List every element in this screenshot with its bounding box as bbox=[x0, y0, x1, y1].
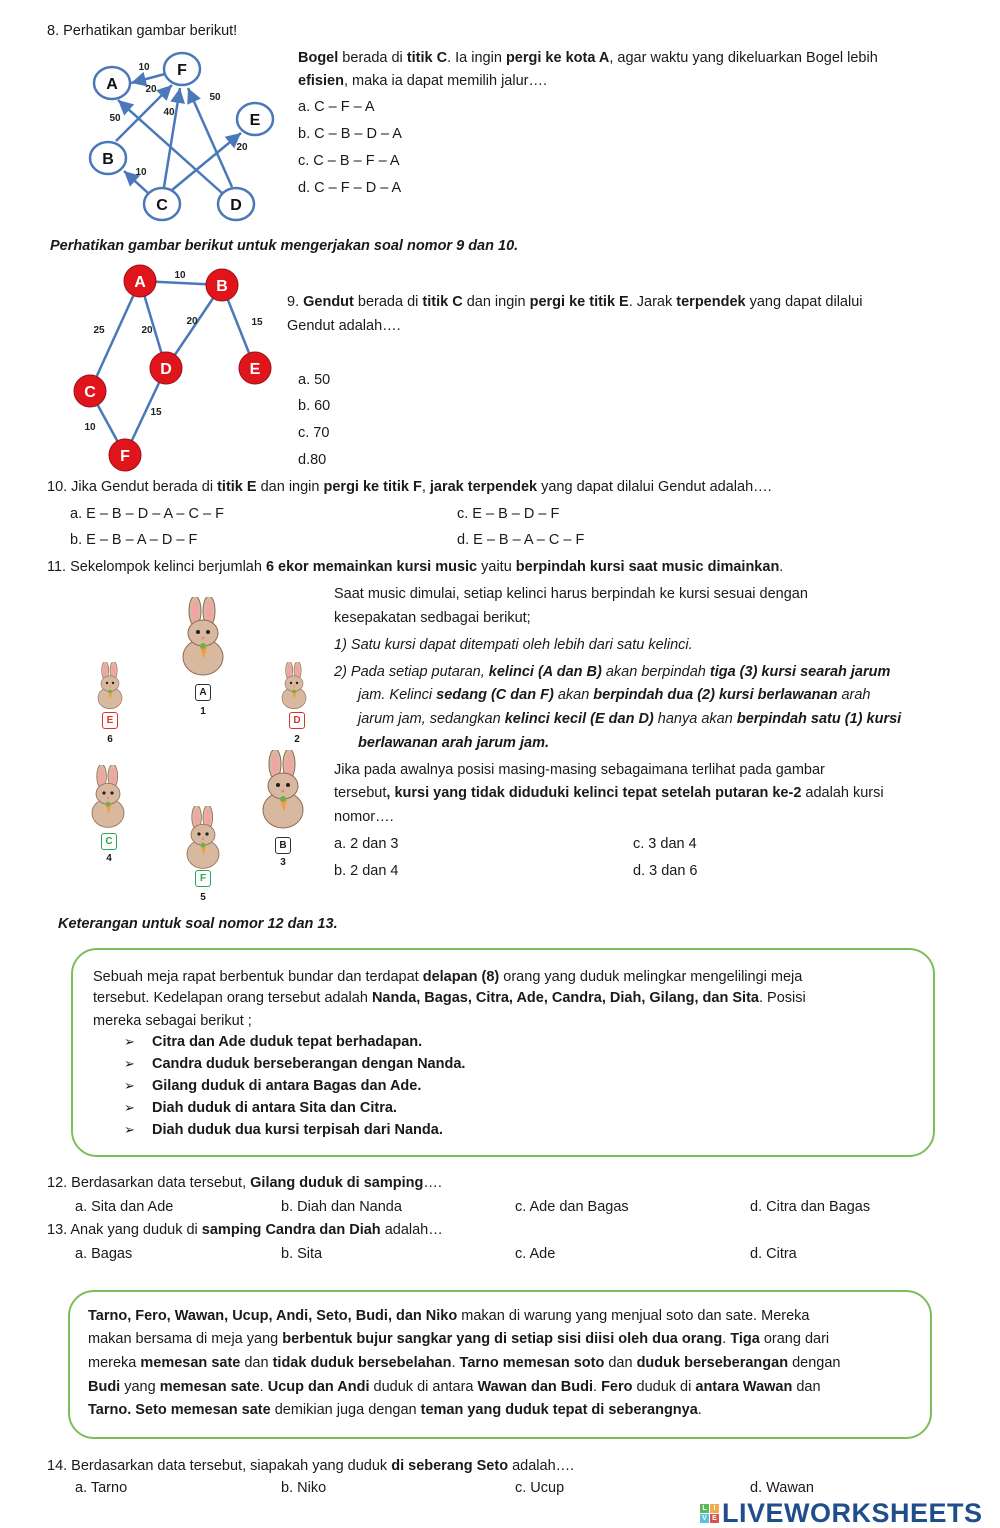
weight-a-d: 20 bbox=[141, 325, 153, 336]
weight-d-f: 50 bbox=[209, 92, 221, 103]
q11-option-a[interactable]: a. 2 dan 3 bbox=[334, 836, 399, 852]
text-run: 12. Berdasarkan data tersebut, bbox=[47, 1175, 251, 1191]
text-run: Bogel bbox=[298, 50, 339, 66]
text-run: dan ingin bbox=[462, 294, 530, 310]
rabbit-label: C bbox=[101, 833, 117, 850]
text-run: titik C bbox=[406, 50, 448, 66]
seat-number: 6 bbox=[107, 734, 113, 745]
q11-rule-line bbox=[358, 685, 871, 705]
text-run: yang dapat dilalui Gendut adalah…. bbox=[537, 479, 772, 495]
edge-c-f bbox=[164, 88, 180, 187]
node-f: F bbox=[120, 448, 130, 465]
text-run: . bbox=[697, 1402, 702, 1418]
q12-option-c[interactable]: c. Ade dan Bagas bbox=[515, 1199, 629, 1215]
weight-f-a: 10 bbox=[138, 62, 150, 73]
text-run: 6 ekor memainkan kursi music bbox=[265, 559, 478, 575]
q9-text-line bbox=[287, 316, 401, 336]
text-run: pergi ke kota A bbox=[505, 50, 610, 66]
text-run: memesan sate bbox=[140, 1355, 241, 1371]
edge-f-a bbox=[131, 74, 165, 83]
logo-tile: V bbox=[700, 1514, 709, 1523]
seat-number: 1 bbox=[200, 706, 206, 717]
text-run: dan bbox=[792, 1379, 821, 1395]
text-run: tiga (3) kursi searah jarum bbox=[709, 664, 891, 680]
text-run: Gendut bbox=[303, 294, 354, 310]
text-run: Tarno memesan soto bbox=[459, 1355, 605, 1371]
text-run: pergi ke titik E bbox=[529, 294, 629, 310]
text-run: di seberang Seto bbox=[391, 1458, 509, 1474]
text-run: 2) Pada setiap putaran, bbox=[334, 664, 489, 680]
logo-text: LIVEWORKSHEETS bbox=[722, 1498, 983, 1528]
text-run: dengan bbox=[788, 1355, 841, 1371]
q11-rule-line bbox=[334, 608, 531, 628]
text-run: duduk di antara bbox=[369, 1379, 478, 1395]
q8-title: 8. Perhatikan gambar berikut! bbox=[47, 23, 238, 39]
node-d: D bbox=[160, 361, 172, 378]
rabbit-label: E bbox=[102, 712, 118, 729]
box1-bullet-item: Gilang duduk di antara Bagas dan Ade. bbox=[152, 1078, 422, 1094]
node-b: B bbox=[102, 151, 114, 168]
text-run: Ucup dan Andi bbox=[267, 1379, 370, 1395]
text-run: arah bbox=[837, 687, 871, 703]
text-run: . bbox=[451, 1355, 460, 1371]
box1-bullet-item: Diah duduk dua kursi terpisah dari Nanda. bbox=[152, 1122, 443, 1138]
text-run: orang yang duduk melingkar mengelilingi meja bbox=[499, 969, 803, 985]
text-run: kelinci (A dan B) bbox=[488, 664, 602, 680]
q11-rule-line bbox=[334, 662, 890, 682]
text-run: teman yang duduk tepat di seberangnya bbox=[420, 1402, 698, 1418]
box1-bullet-item: Citra dan Ade duduk tepat berhadapan. bbox=[152, 1034, 423, 1050]
q11-rule-line bbox=[334, 635, 693, 655]
q11-rule-line bbox=[334, 783, 884, 803]
weight-a-b: 10 bbox=[174, 270, 186, 281]
box2-line bbox=[88, 1329, 829, 1349]
text-run: kelinci kecil (E dan D) bbox=[504, 711, 654, 727]
node-b: B bbox=[216, 278, 228, 295]
rabbit-label: D bbox=[289, 712, 305, 729]
text-run: terpendek bbox=[676, 294, 746, 310]
text-run: tersebut. Kedelapan orang tersebut adalah bbox=[93, 990, 372, 1006]
weight-d-a: 50 bbox=[109, 113, 121, 124]
text-run: samping Candra dan Diah bbox=[201, 1222, 381, 1238]
text-run: hanya akan bbox=[653, 711, 737, 727]
text-run: yaitu bbox=[477, 559, 516, 575]
text-run: delapan (8) bbox=[422, 969, 500, 985]
q8-option-d[interactable]: d. C – F – D – A bbox=[298, 180, 402, 196]
logo-tile: I bbox=[710, 1504, 719, 1513]
text-run: berpindah kursi saat music dimainkan bbox=[515, 559, 780, 575]
rabbit-icon bbox=[84, 765, 132, 833]
text-run: 9. bbox=[287, 294, 304, 310]
text-run: berpindah satu (1) kursi bbox=[736, 711, 902, 727]
text-run: yang dapat dilalui bbox=[745, 294, 863, 310]
q11-rule-line bbox=[334, 760, 825, 780]
text-run: Gilang duduk di samping bbox=[250, 1175, 424, 1191]
box2-line bbox=[88, 1306, 809, 1326]
text-run: berpindah dua (2) kursi berlawanan bbox=[593, 687, 838, 703]
q11-rule-line bbox=[334, 584, 808, 604]
seat-number: 2 bbox=[294, 734, 300, 745]
box1-bullet-item: Candra duduk berseberangan dengan Nanda. bbox=[152, 1056, 466, 1072]
text-run: Nanda, Bagas, Citra, Ade, Candra, Diah, Gilang, dan Sita bbox=[371, 990, 759, 1006]
text-run: memesan sate bbox=[159, 1379, 260, 1395]
text-run: . Ia ingin bbox=[447, 50, 506, 66]
box1-line bbox=[93, 1011, 252, 1031]
rabbit-icon bbox=[276, 662, 312, 714]
text-run: mereka bbox=[88, 1355, 141, 1371]
q14-option-b[interactable]: b. Niko bbox=[281, 1480, 327, 1496]
q11-rule-line bbox=[358, 733, 549, 753]
weight-d-f: 15 bbox=[150, 407, 162, 418]
q14-option-d[interactable]: d. Wawan bbox=[750, 1480, 814, 1496]
text-run: mereka sebagai berikut ; bbox=[93, 1013, 252, 1029]
text-run: berlawanan arah jarum jam. bbox=[358, 735, 549, 751]
q8-option-a[interactable]: a. C – F – A bbox=[298, 99, 375, 115]
text-run: makan di warung yang menjual soto dan sate. Mereka bbox=[457, 1308, 810, 1324]
seat-number: 4 bbox=[106, 853, 112, 864]
rabbit-label: A bbox=[195, 684, 211, 701]
text-run: nomor…. bbox=[334, 809, 394, 825]
q10-text bbox=[47, 477, 772, 497]
liveworksheets-logo bbox=[700, 1498, 983, 1528]
q12-option-a[interactable]: a. Sita dan Ade bbox=[75, 1199, 174, 1215]
node-d: D bbox=[230, 197, 242, 214]
q10-option-a[interactable]: a. E – B – D – A – C – F bbox=[70, 506, 224, 522]
rabbit-label: F bbox=[195, 870, 211, 887]
text-run: jarak terpendek bbox=[429, 479, 538, 495]
text-run: Saat music dimulai, setiap kelinci harus berpindah ke kursi sesuai dengan bbox=[334, 586, 808, 602]
q11-option-c[interactable]: c. 3 dan 4 bbox=[633, 836, 697, 852]
q14-option-c[interactable]: c. Ucup bbox=[515, 1480, 565, 1496]
q11-rule-line bbox=[334, 807, 394, 827]
q8-graph bbox=[80, 45, 280, 230]
text-run: tidak duduk bersebelahan bbox=[272, 1355, 452, 1371]
text-run: , bbox=[421, 479, 430, 495]
q10-option-c[interactable]: c. E – B – D – F bbox=[457, 506, 560, 522]
node-c: C bbox=[156, 197, 168, 214]
q9-graph bbox=[60, 262, 280, 477]
q9-option-d[interactable]: d.80 bbox=[298, 452, 327, 468]
text-run: . bbox=[779, 559, 784, 575]
node-f: F bbox=[177, 62, 187, 79]
rabbit-label: B bbox=[275, 837, 291, 854]
text-run: dan bbox=[240, 1355, 273, 1371]
q13-option-d[interactable]: d. Citra bbox=[750, 1246, 797, 1262]
q12-option-b[interactable]: b. Diah dan Nanda bbox=[281, 1199, 402, 1215]
text-run: berbentuk bujur sangkar yang di setiap sisi diisi oleh dua orang bbox=[282, 1331, 723, 1347]
text-run: Tarno, Fero, Wawan, Ucup, Andi, Seto, Budi, dan Niko bbox=[88, 1308, 458, 1324]
q10-option-b[interactable]: b. E – B – A – D – F bbox=[70, 532, 198, 548]
arrow-bullet-icon: ➢ bbox=[124, 1078, 135, 1093]
q9-option-b[interactable]: b. 60 bbox=[298, 398, 331, 414]
text-run: 11. Sekelompok kelinci berjumlah bbox=[47, 559, 266, 575]
logo-icon bbox=[700, 1504, 719, 1523]
seat-number: 5 bbox=[200, 892, 206, 903]
q8-text-line bbox=[298, 71, 547, 91]
q11-text bbox=[47, 557, 783, 577]
text-run: titik C bbox=[422, 294, 463, 310]
text-run: adalah kursi bbox=[801, 785, 884, 801]
text-run: . bbox=[259, 1379, 268, 1395]
text-run: Tarno. Seto memesan sate bbox=[88, 1402, 271, 1418]
node-c: C bbox=[84, 384, 96, 401]
q8-text-line bbox=[298, 48, 878, 68]
weight-c-f: 10 bbox=[84, 422, 96, 433]
text-run: titik E bbox=[217, 479, 257, 495]
weight-c-f: 40 bbox=[163, 107, 175, 118]
text-run: Wawan dan Budi bbox=[477, 1379, 593, 1395]
text-run: adalah…. bbox=[508, 1458, 575, 1474]
text-run: jarum jam, sedangkan bbox=[358, 711, 505, 727]
node-e: E bbox=[249, 361, 261, 378]
text-run: antara Wawan bbox=[695, 1379, 793, 1395]
q12-option-d[interactable]: d. Citra dan Bagas bbox=[750, 1199, 871, 1215]
text-run: Tiga bbox=[730, 1331, 760, 1347]
weight-b-f: 20 bbox=[145, 84, 157, 95]
q14-option-a[interactable]: a. Tarno bbox=[75, 1480, 128, 1496]
weight-c-e: 20 bbox=[236, 142, 248, 153]
q11-option-b[interactable]: b. 2 dan 4 bbox=[334, 863, 399, 879]
text-run: 13. Anak yang duduk di bbox=[47, 1222, 202, 1238]
text-run: duduk di bbox=[632, 1379, 696, 1395]
q14-text bbox=[47, 1456, 574, 1476]
heading-9-10: Perhatikan gambar berikut untuk mengerjakan soal nomor 9 dan 10. bbox=[50, 238, 519, 254]
text-run: tersebut bbox=[334, 785, 387, 801]
text-run: kesepakatan sedbagai berikut; bbox=[334, 610, 531, 626]
text-run: . Jarak bbox=[628, 294, 677, 310]
text-run: Gendut adalah…. bbox=[287, 318, 401, 334]
text-run: Jika pada awalnya posisi masing-masing sebagaimana terlihat pada gambar bbox=[334, 762, 825, 778]
box2-line bbox=[88, 1353, 840, 1373]
q11-option-d[interactable]: d. 3 dan 6 bbox=[633, 863, 698, 879]
arrow-bullet-icon: ➢ bbox=[124, 1056, 135, 1071]
text-run: sedang (C dan F) bbox=[436, 687, 554, 703]
box2-line bbox=[88, 1377, 821, 1397]
text-run: 14. Berdasarkan data tersebut, siapakah yang duduk bbox=[47, 1458, 392, 1474]
node-a: A bbox=[106, 76, 118, 93]
weight-b-d: 20 bbox=[186, 316, 198, 327]
arrow-bullet-icon: ➢ bbox=[124, 1034, 135, 1049]
box2-line bbox=[88, 1400, 702, 1420]
text-run: , kursi yang tidak diduduki kelinci tepat setelah putaran ke-2 bbox=[386, 785, 802, 801]
text-run: efisien bbox=[298, 73, 344, 89]
text-run: dan ingin bbox=[256, 479, 324, 495]
q10-option-d[interactable]: d. E – B – A – C – F bbox=[457, 532, 585, 548]
rabbit-icon bbox=[92, 662, 128, 714]
text-run: orang dari bbox=[759, 1331, 830, 1347]
q9-option-c[interactable]: c. 70 bbox=[298, 425, 330, 441]
text-run: demikian juga dengan bbox=[270, 1402, 421, 1418]
weight-c-b: 10 bbox=[135, 167, 147, 178]
text-run: Fero bbox=[601, 1379, 633, 1395]
text-run: duduk berseberangan bbox=[636, 1355, 789, 1371]
q13-text bbox=[47, 1220, 443, 1240]
text-run: makan bersama di meja yang bbox=[88, 1331, 283, 1347]
q8-option-c[interactable]: c. C – B – F – A bbox=[298, 153, 400, 169]
text-run: . Posisi bbox=[758, 990, 806, 1006]
rabbit-icon bbox=[173, 597, 233, 681]
node-a: A bbox=[134, 274, 146, 291]
node-e: E bbox=[249, 112, 261, 129]
rabbit-icon bbox=[179, 806, 227, 874]
text-run: Budi bbox=[88, 1379, 121, 1395]
text-run: , maka ia dapat memilih jalur…. bbox=[343, 73, 548, 89]
box1-bullet-item: Diah duduk di antara Sita dan Citra. bbox=[152, 1100, 397, 1116]
text-run: pergi ke titik F bbox=[323, 479, 422, 495]
q9-option-a[interactable]: a. 50 bbox=[298, 372, 331, 388]
q13-option-c[interactable]: c. Ade bbox=[515, 1246, 556, 1262]
text-run: akan berpindah bbox=[601, 664, 710, 680]
text-run: 1) Satu kursi dapat ditempati oleh lebih dari satu kelinci. bbox=[334, 637, 693, 653]
q12-text bbox=[47, 1173, 442, 1193]
text-run: adalah… bbox=[380, 1222, 443, 1238]
logo-tile: L bbox=[700, 1504, 709, 1513]
heading-12-13: Keterangan untuk soal nomor 12 dan 13. bbox=[58, 916, 338, 932]
rabbit-icon bbox=[253, 750, 313, 834]
box1-line bbox=[93, 967, 802, 987]
q8-option-b[interactable]: b. C – B – D – A bbox=[298, 126, 402, 142]
arrow-bullet-icon: ➢ bbox=[124, 1100, 135, 1115]
weight-b-e: 15 bbox=[251, 317, 263, 328]
q9-text-line bbox=[287, 292, 863, 312]
text-run: jam. Kelinci bbox=[358, 687, 437, 703]
q11-rule-line bbox=[358, 709, 901, 729]
q13-option-b[interactable]: b. Sita bbox=[281, 1246, 323, 1262]
text-run: , agar waktu yang dikeluarkan Bogel lebih bbox=[609, 50, 878, 66]
text-run: . bbox=[722, 1331, 731, 1347]
weight-a-c: 25 bbox=[93, 325, 105, 336]
text-run: 10. Jika Gendut berada di bbox=[47, 479, 218, 495]
box1-line bbox=[93, 988, 806, 1008]
text-run: yang bbox=[120, 1379, 160, 1395]
text-run: berada di bbox=[338, 50, 407, 66]
seat-number: 3 bbox=[280, 857, 286, 868]
q13-option-a[interactable]: a. Bagas bbox=[75, 1246, 133, 1262]
text-run: dan bbox=[604, 1355, 637, 1371]
logo-tile: E bbox=[710, 1514, 719, 1523]
text-run: …. bbox=[423, 1175, 442, 1191]
text-run: akan bbox=[553, 687, 594, 703]
text-run: . bbox=[593, 1379, 602, 1395]
text-run: berada di bbox=[353, 294, 423, 310]
text-run: Sebuah meja rapat berbentuk bundar dan terdapat bbox=[93, 969, 423, 985]
arrow-bullet-icon: ➢ bbox=[124, 1122, 135, 1137]
